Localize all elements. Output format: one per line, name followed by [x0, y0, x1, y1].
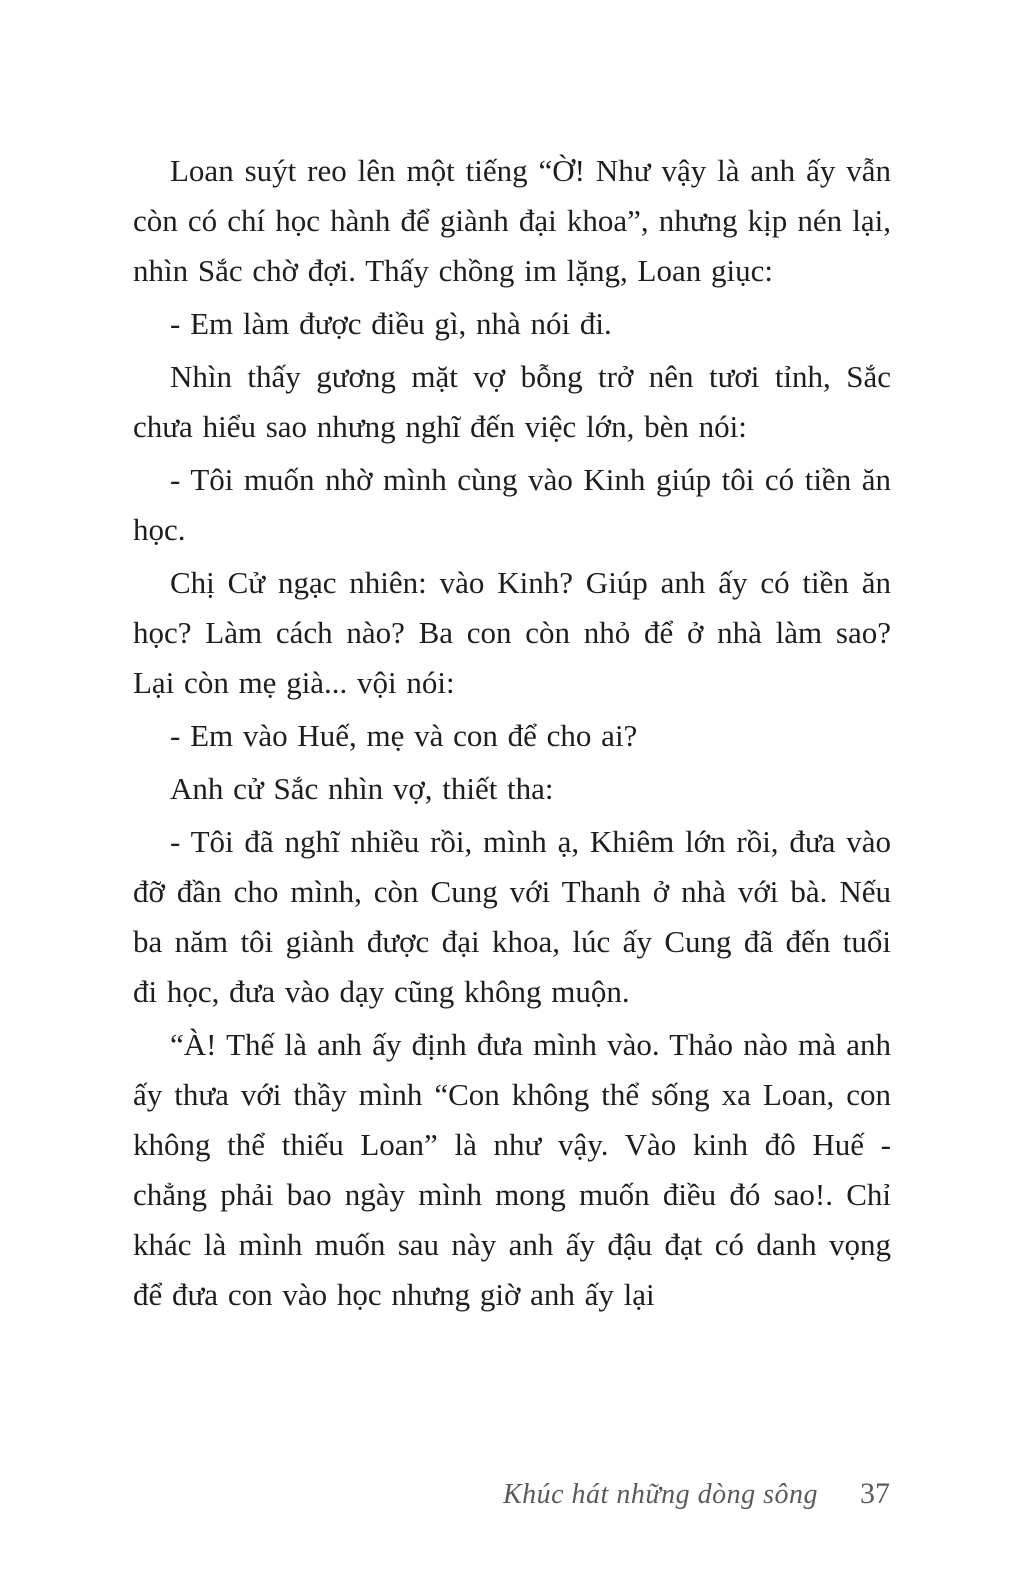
page-number: 37 — [860, 1477, 890, 1510]
paragraph-dialogue: - Tôi đã nghĩ nhiều rồi, mình ạ, Khiêm lớn rồi, đưa vào đỡ đần cho mình, còn Cung với Thanh ở nhà với bà. Nếu ba năm tôi giành được đại khoa, lúc ấy Cung đã đến tuổi đi học, đưa vào dạy cũng không muộn. — [133, 824, 891, 1009]
paragraph-inner-monologue: “À! Thế là anh ấy định đưa mình vào. Thảo nào mà anh ấy thưa với thầy mình “Con không thể sống xa Loan, con không thể thiếu Loan” là như vậy. Vào kinh đô Huế - chẳng phải bao ngày mình mong muốn điều đó sao!. Chỉ khác là mình muốn sau này anh ấy đậu đạt có danh vọng để đưa con vào học nhưng giờ anh ấy lại — [133, 1027, 891, 1312]
paragraph-dialogue: - Em vào Huế, mẹ và con để cho ai? — [170, 718, 638, 753]
running-footer-book-title: Khúc hát những dòng sông — [502, 1479, 818, 1510]
paragraph-narration: Chị Cử ngạc nhiên: vào Kinh? Giúp anh ấy có tiền ăn học? Làm cách nào? Ba con còn nhỏ để ở nhà làm sao? Lại còn mẹ già... vội nói: — [133, 565, 891, 700]
paragraph-dialogue: - Em làm được điều gì, nhà nói đi. — [170, 306, 612, 341]
text-block — [133, 146, 891, 1323]
running-footer — [503, 1477, 890, 1511]
paragraph-narration: Loan suýt reo lên một tiếng “Ờ! Như vậy là anh ấy vẫn còn có chí học hành để giành đại khoa”, nhưng kịp nén lại, nhìn Sắc chờ đợi. Thấy chồng im lặng, Loan giục: — [133, 153, 891, 288]
paragraph-narration: Nhìn thấy gương mặt vợ bỗng trở nên tươi tỉnh, Sắc chưa hiểu sao nhưng nghĩ đến việc lớn, bèn nói: — [133, 359, 891, 444]
paragraph-dialogue: - Tôi muốn nhờ mình cùng vào Kinh giúp tôi có tiền ăn học. — [133, 462, 891, 547]
paragraph-narration: Anh cử Sắc nhìn vợ, thiết tha: — [170, 771, 554, 806]
